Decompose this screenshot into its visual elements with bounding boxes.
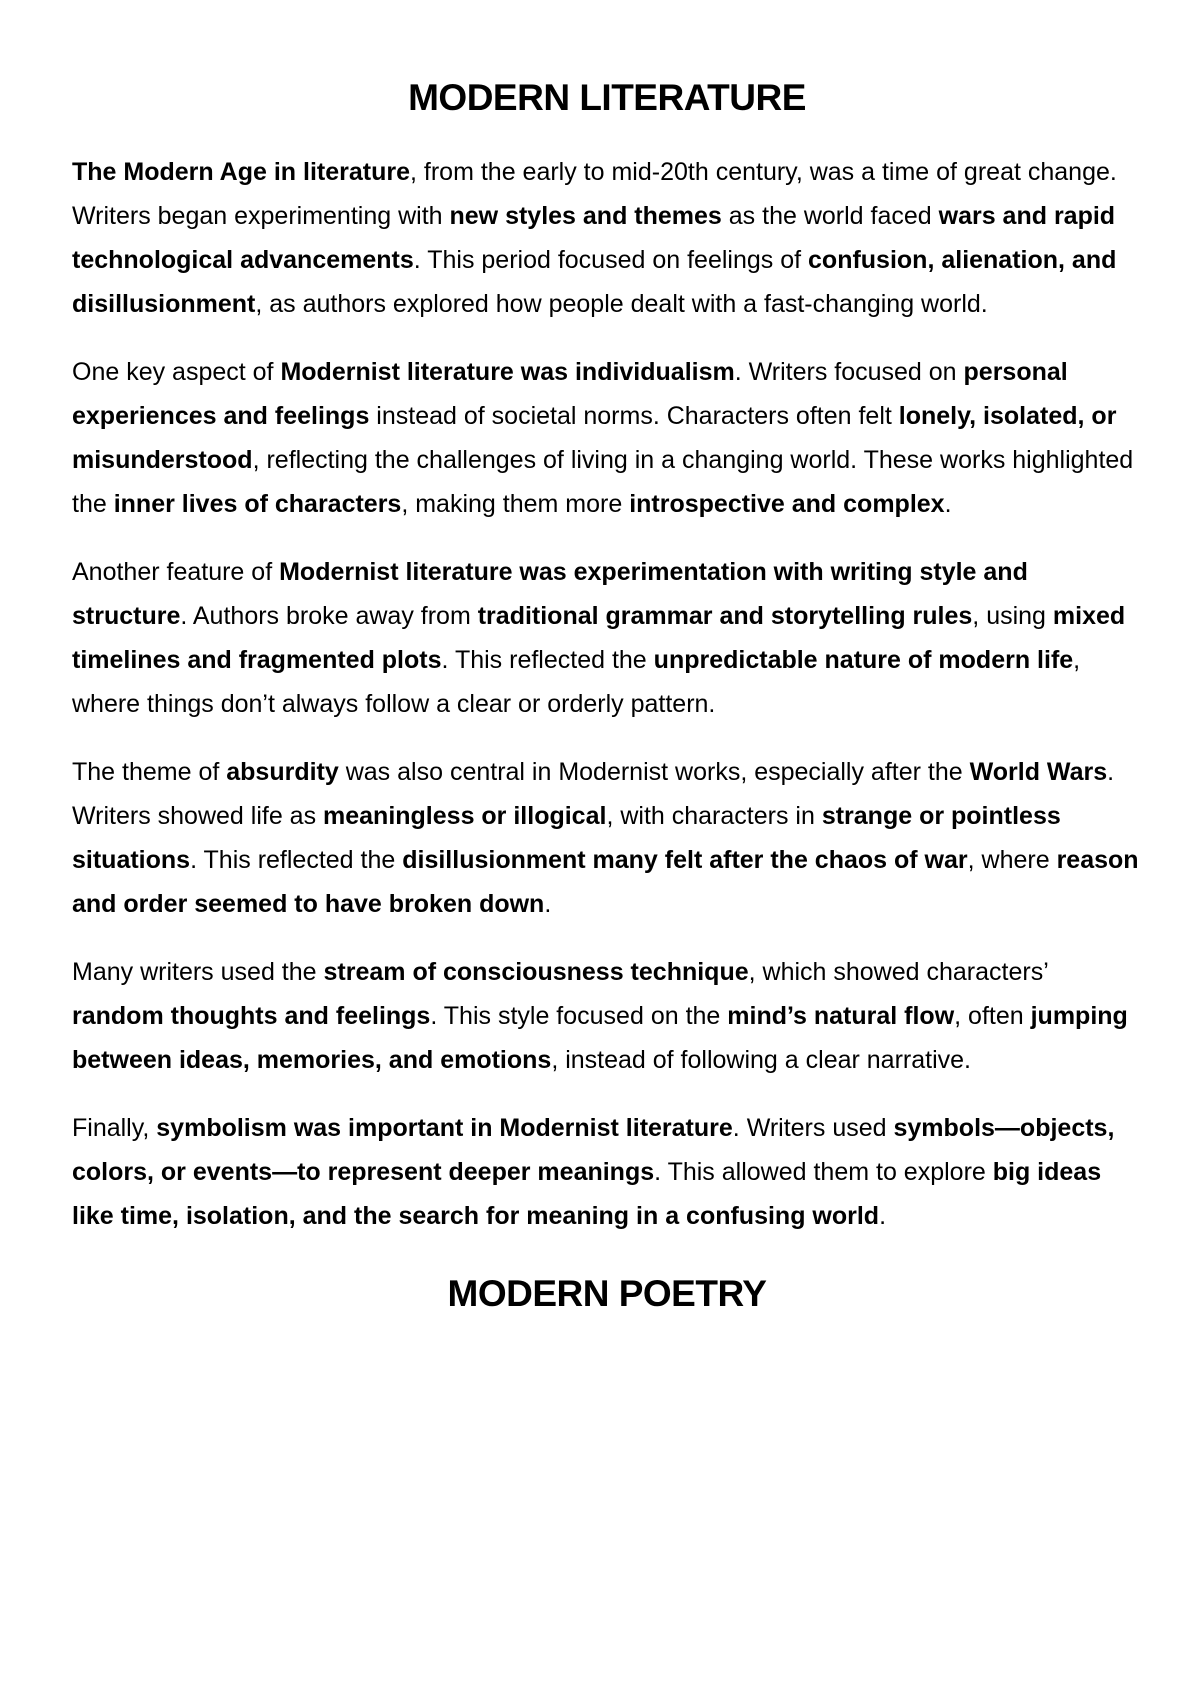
- text-run: , from the early to mid-20th century, was a time of great change. Writers began experimenting with: [72, 158, 1117, 231]
- bold-text: mixed timelines and fragmented plots: [72, 602, 1126, 675]
- text-run: . This period focused on feelings of: [413, 246, 809, 275]
- body-text: [72, 150, 1142, 1238]
- paragraph: [72, 150, 1142, 326]
- bold-text: random thoughts and feelings: [72, 1002, 431, 1031]
- text-run: . This reflected the: [190, 846, 403, 875]
- text-run: , reflecting the challenges of living in a changing world. These works highlighted the: [72, 446, 1134, 519]
- bold-text: mind’s natural flow: [727, 1002, 955, 1031]
- text-run: , often: [954, 1002, 1031, 1031]
- bold-text: Modernist literature was experimentation with writing style and structure: [72, 558, 1028, 631]
- text-run: . Writers focused on: [734, 358, 964, 387]
- text-run: .: [879, 1202, 887, 1231]
- text-run: . This reflected the: [441, 646, 654, 675]
- text-run: instead of societal norms. Characters often felt: [369, 402, 899, 431]
- paragraph: [72, 550, 1142, 726]
- text-run: The theme of: [72, 758, 227, 787]
- bold-text: The Modern Age in literature: [72, 158, 411, 187]
- bold-text: wars and rapid technological advancements: [72, 202, 1116, 275]
- text-run: , where things don’t always follow a clear or orderly pattern.: [72, 646, 1081, 719]
- paragraph: [72, 1106, 1142, 1238]
- section-heading: MODERN POETRY: [447, 1273, 767, 1315]
- paragraph: [72, 750, 1142, 926]
- text-run: . Writers used: [732, 1114, 894, 1143]
- text-run: Many writers used the: [72, 958, 324, 987]
- text-run: . This style focused on the: [430, 1002, 728, 1031]
- text-run: was also central in Modernist works, especially after the: [338, 758, 970, 787]
- bold-text: World Wars: [969, 758, 1108, 787]
- bold-text: stream of consciousness technique: [323, 958, 749, 987]
- bold-text: meaningless or illogical: [323, 802, 607, 831]
- bold-text: unpredictable nature of modern life: [653, 646, 1074, 675]
- bold-text: Modernist literature was individualism: [280, 358, 735, 387]
- bold-text: introspective and complex: [629, 490, 945, 519]
- text-run: , instead of following a clear narrative.: [551, 1046, 971, 1075]
- bold-text: jumping between ideas, memories, and emotions: [72, 1002, 1128, 1075]
- text-run: , with characters in: [606, 802, 822, 831]
- bold-text: new styles and themes: [449, 202, 722, 231]
- document-page: [72, 76, 1142, 1317]
- bold-text: strange or pointless situations: [72, 802, 1061, 875]
- bold-text: disillusionment many felt after the chaos of war: [402, 846, 968, 875]
- bold-text: symbolism was important in Modernist literature: [156, 1114, 733, 1143]
- text-run: , as authors explored how people dealt with a fast-changing world.: [255, 290, 988, 319]
- bold-text: confusion, alienation, and disillusionment: [72, 246, 1117, 319]
- text-run: as the world faced: [721, 202, 939, 231]
- text-run: . This allowed them to explore: [654, 1158, 993, 1187]
- paragraph: [72, 350, 1142, 526]
- text-run: Finally,: [72, 1114, 157, 1143]
- page-title: MODERN LITERATURE: [408, 77, 806, 118]
- text-run: , using: [972, 602, 1053, 631]
- bold-text: lonely, isolated, or misunderstood: [72, 402, 1117, 475]
- text-run: . Writers showed life as: [72, 758, 1115, 831]
- text-run: .: [944, 490, 952, 519]
- bold-text: inner lives of characters: [113, 490, 402, 519]
- text-run: .: [544, 890, 552, 919]
- text-run: , making them more: [401, 490, 630, 519]
- bold-text: personal experiences and feelings: [72, 358, 1068, 431]
- text-run: . Authors broke away from: [180, 602, 478, 631]
- bold-text: reason and order seemed to have broken down: [72, 846, 1139, 919]
- paragraph: [72, 950, 1142, 1082]
- text-run: , which showed characters’: [748, 958, 1048, 987]
- bold-text: absurdity: [226, 758, 339, 787]
- bold-text: traditional grammar and storytelling rules: [477, 602, 973, 631]
- bold-text: big ideas like time, isolation, and the search for meaning in a confusing world: [72, 1158, 1102, 1231]
- bold-text: symbols—objects, colors, or events—to represent deeper meanings: [72, 1114, 1115, 1187]
- text-run: Another feature of: [72, 558, 280, 587]
- text-run: , where: [967, 846, 1057, 875]
- text-run: One key aspect of: [72, 358, 281, 387]
